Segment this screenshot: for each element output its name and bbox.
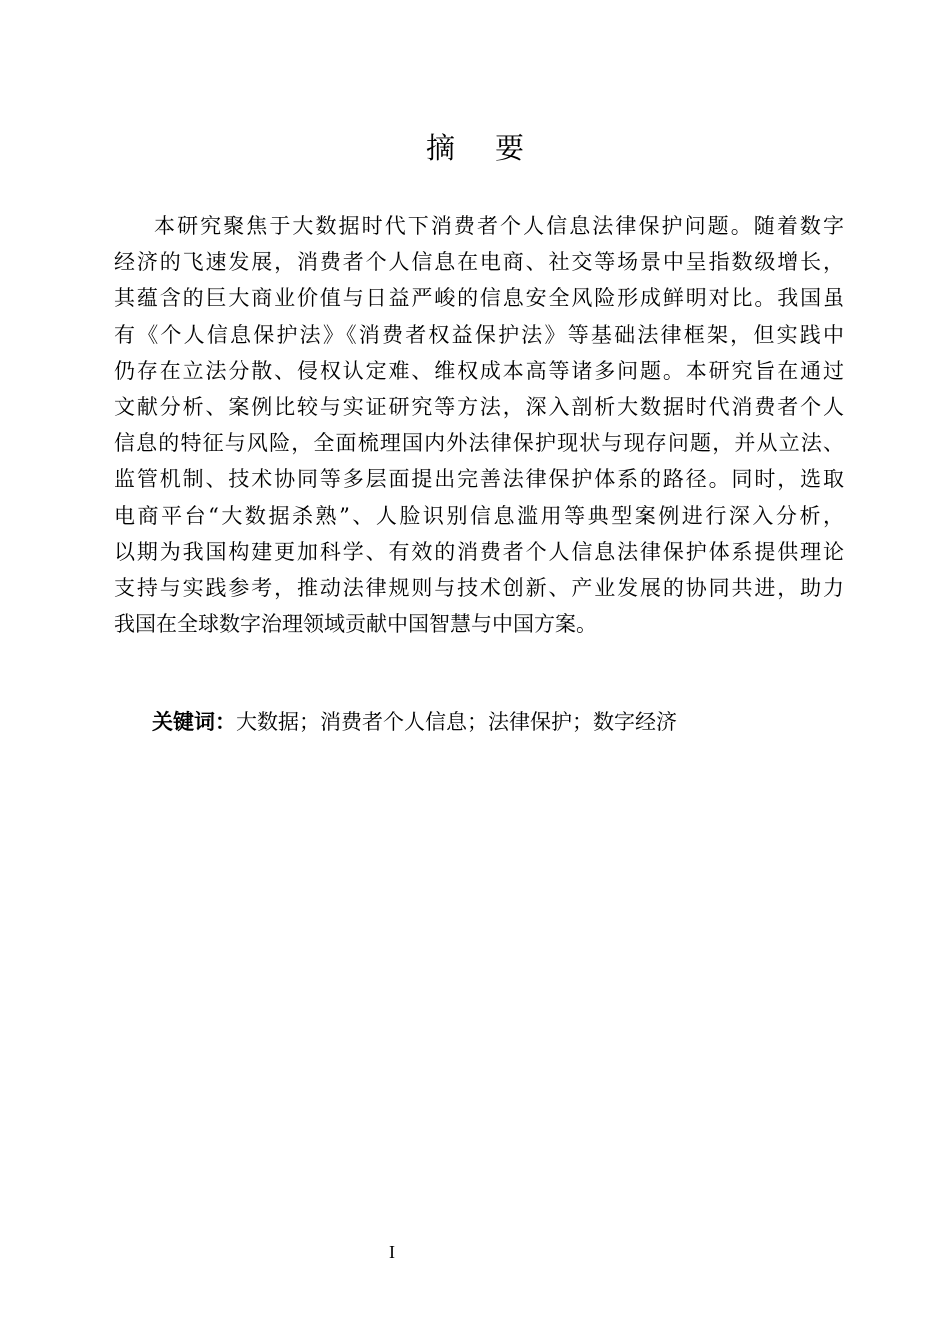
keywords-label: 关键词： — [152, 710, 236, 734]
abstract-line: 监管机制、技术协同等多层面提出完善法律保护体系的路径。同时，选取 — [114, 467, 844, 492]
keywords-value: 大数据；消费者个人信息；法律保护；数字经济 — [236, 710, 677, 734]
abstract-line: 电商平台“大数据杀熟”、人脸识别信息滥用等典型案例进行深入分析， — [114, 503, 844, 528]
abstract-line: 经济的飞速发展，消费者个人信息在电商、社交等场景中呈指数级增长， — [114, 250, 844, 275]
page-title — [0, 126, 950, 170]
page-number: I — [389, 1242, 395, 1262]
abstract-line: 文献分析、案例比较与实证研究等方法，深入剖析大数据时代消费者个人 — [114, 395, 844, 420]
abstract-line: 其蕴含的巨大商业价值与日益严峻的信息安全风险形成鲜明对比。我国虽 — [114, 286, 844, 311]
abstract-line: 以期为我国构建更加科学、有效的消费者个人信息法律保护体系提供理论 — [114, 539, 844, 564]
keywords — [152, 704, 677, 740]
abstract-line: 信息的特征与风险，全面梳理国内外法律保护现状与现存问题，并从立法、 — [114, 431, 844, 456]
page-title-char-1: 摘 — [425, 131, 455, 165]
abstract-line: 仍存在立法分散、侵权认定难、维权成本高等诸多问题。本研究旨在通过 — [114, 358, 844, 383]
abstract-line: 有《个人信息保护法》《消费者权益保护法》等基础法律框架，但实践中 — [114, 322, 844, 347]
abstract-paragraph — [114, 208, 844, 642]
abstract-line: 本研究聚焦于大数据时代下消费者个人信息法律保护问题。随着数字 — [154, 214, 844, 238]
abstract-line: 我国在全球数字治理领域贡献中国智慧与中国方案。 — [114, 612, 597, 637]
abstract-line: 支持与实践参考，推动法律规则与技术创新、产业发展的协同共进，助力 — [114, 576, 844, 601]
page-title-char-2: 要 — [495, 131, 525, 165]
